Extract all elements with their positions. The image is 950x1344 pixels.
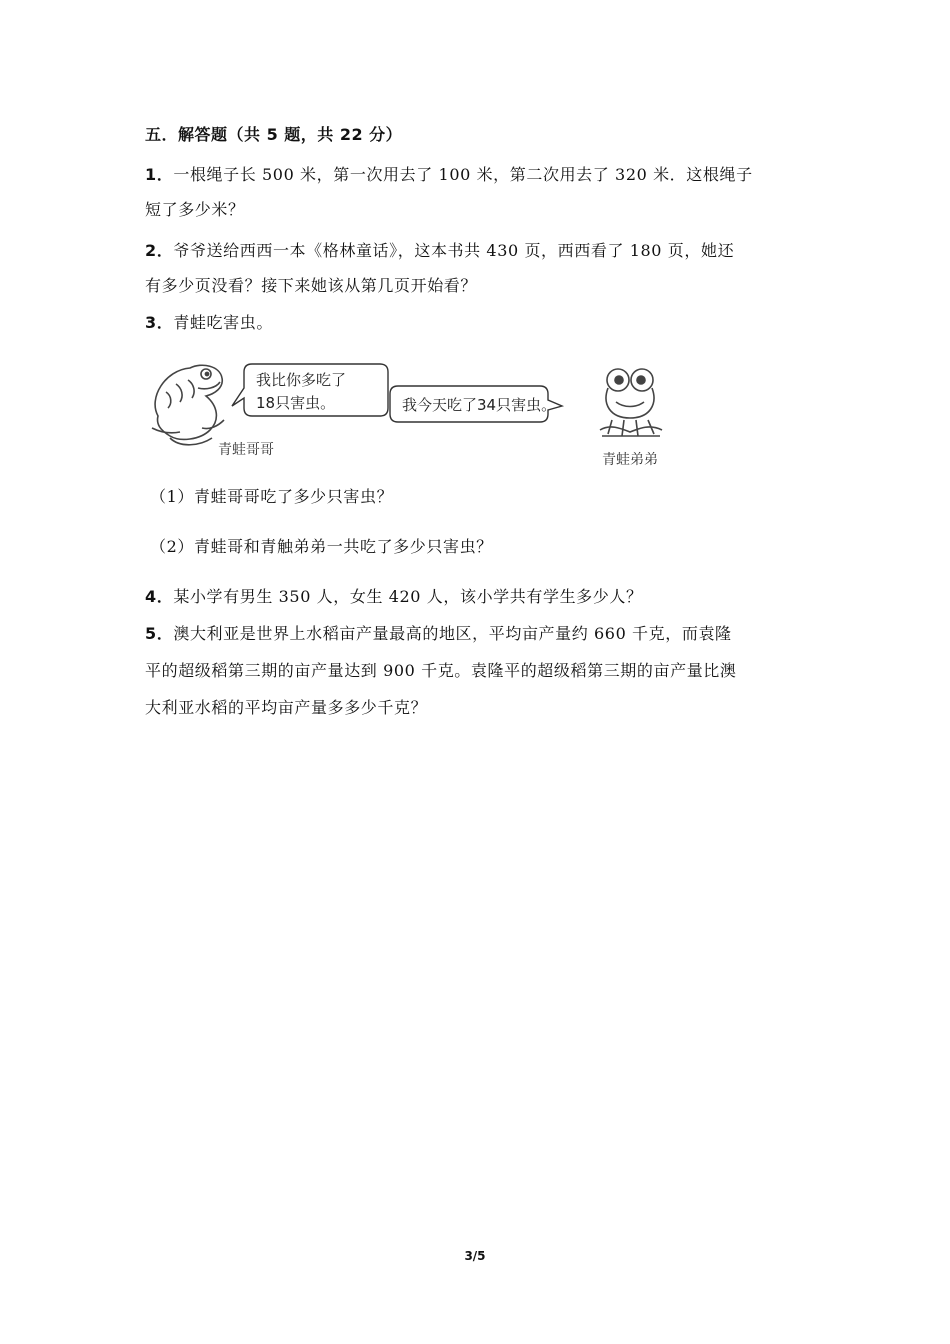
subquestion-1: （1）青蛙哥哥吃了多少只害虫？ (150, 487, 394, 506)
question-3-text-1: 青蛙吃害虫。 (173, 313, 273, 332)
little-frog-drawing (600, 369, 662, 436)
question-5-line-3: 大利亚水稻的平均亩产量多多少千克？ (145, 698, 428, 717)
question-4-line-1 (145, 584, 643, 607)
frog-illustration (140, 358, 700, 470)
caption-little-frog: 青蛙弟弟 (602, 452, 658, 468)
question-4-text-1: 某小学有男生 350 人，女生 420 人，该小学共有学生多少人？ (173, 587, 643, 606)
question-2-text-1: 爷爷送给西西一本《格林童话》，这本书共 430 页，西西看了 180 页，她还 (173, 241, 735, 260)
question-2-number: 2． (145, 241, 174, 260)
question-1-number: 1． (145, 165, 174, 184)
question-3-line-1 (145, 310, 273, 333)
left-bubble-line-2: 18只害虫。 (256, 394, 336, 412)
question-4-number: 4． (145, 587, 174, 606)
section-title: 五．解答题（共 5 题，共 22 分） (145, 125, 403, 144)
left-bubble-line-1: 我比你多吃了 (256, 371, 347, 389)
page-number: 3/5 (464, 1249, 486, 1263)
question-1-text-1: 一根绳子长 500 米，第一次用去了 100 米，第二次用去了 320 米．这根绳子 (173, 165, 753, 184)
question-1-line-2: 短了多少米？ (145, 200, 245, 219)
question-3-number: 3． (145, 313, 174, 332)
question-1-line-1 (145, 162, 753, 185)
caption-big-frog: 青蛙哥哥 (218, 442, 274, 458)
question-5-text-1: 澳大利亚是世界上水稻亩产量最高的地区，平均亩产量约 660 千克，而袁隆 (173, 624, 732, 643)
right-bubble-text: 我今天吃了34只害虫。 (402, 396, 557, 414)
question-5-line-2: 平的超级稻第三期的亩产量达到 900 千克。袁隆平的超级稻第三期的亩产量比澳 (145, 661, 737, 680)
question-5-number: 5． (145, 624, 174, 643)
big-frog-drawing (152, 365, 224, 445)
question-2-line-2: 有多少页没看？接下来她该从第几页开始看？ (145, 276, 478, 295)
frog-illustration-svg (140, 358, 700, 470)
question-5-line-1 (145, 621, 732, 644)
subquestion-2: （2）青蛙哥和青触弟弟一共吃了多少只害虫？ (150, 537, 493, 556)
question-2-line-1 (145, 238, 734, 261)
